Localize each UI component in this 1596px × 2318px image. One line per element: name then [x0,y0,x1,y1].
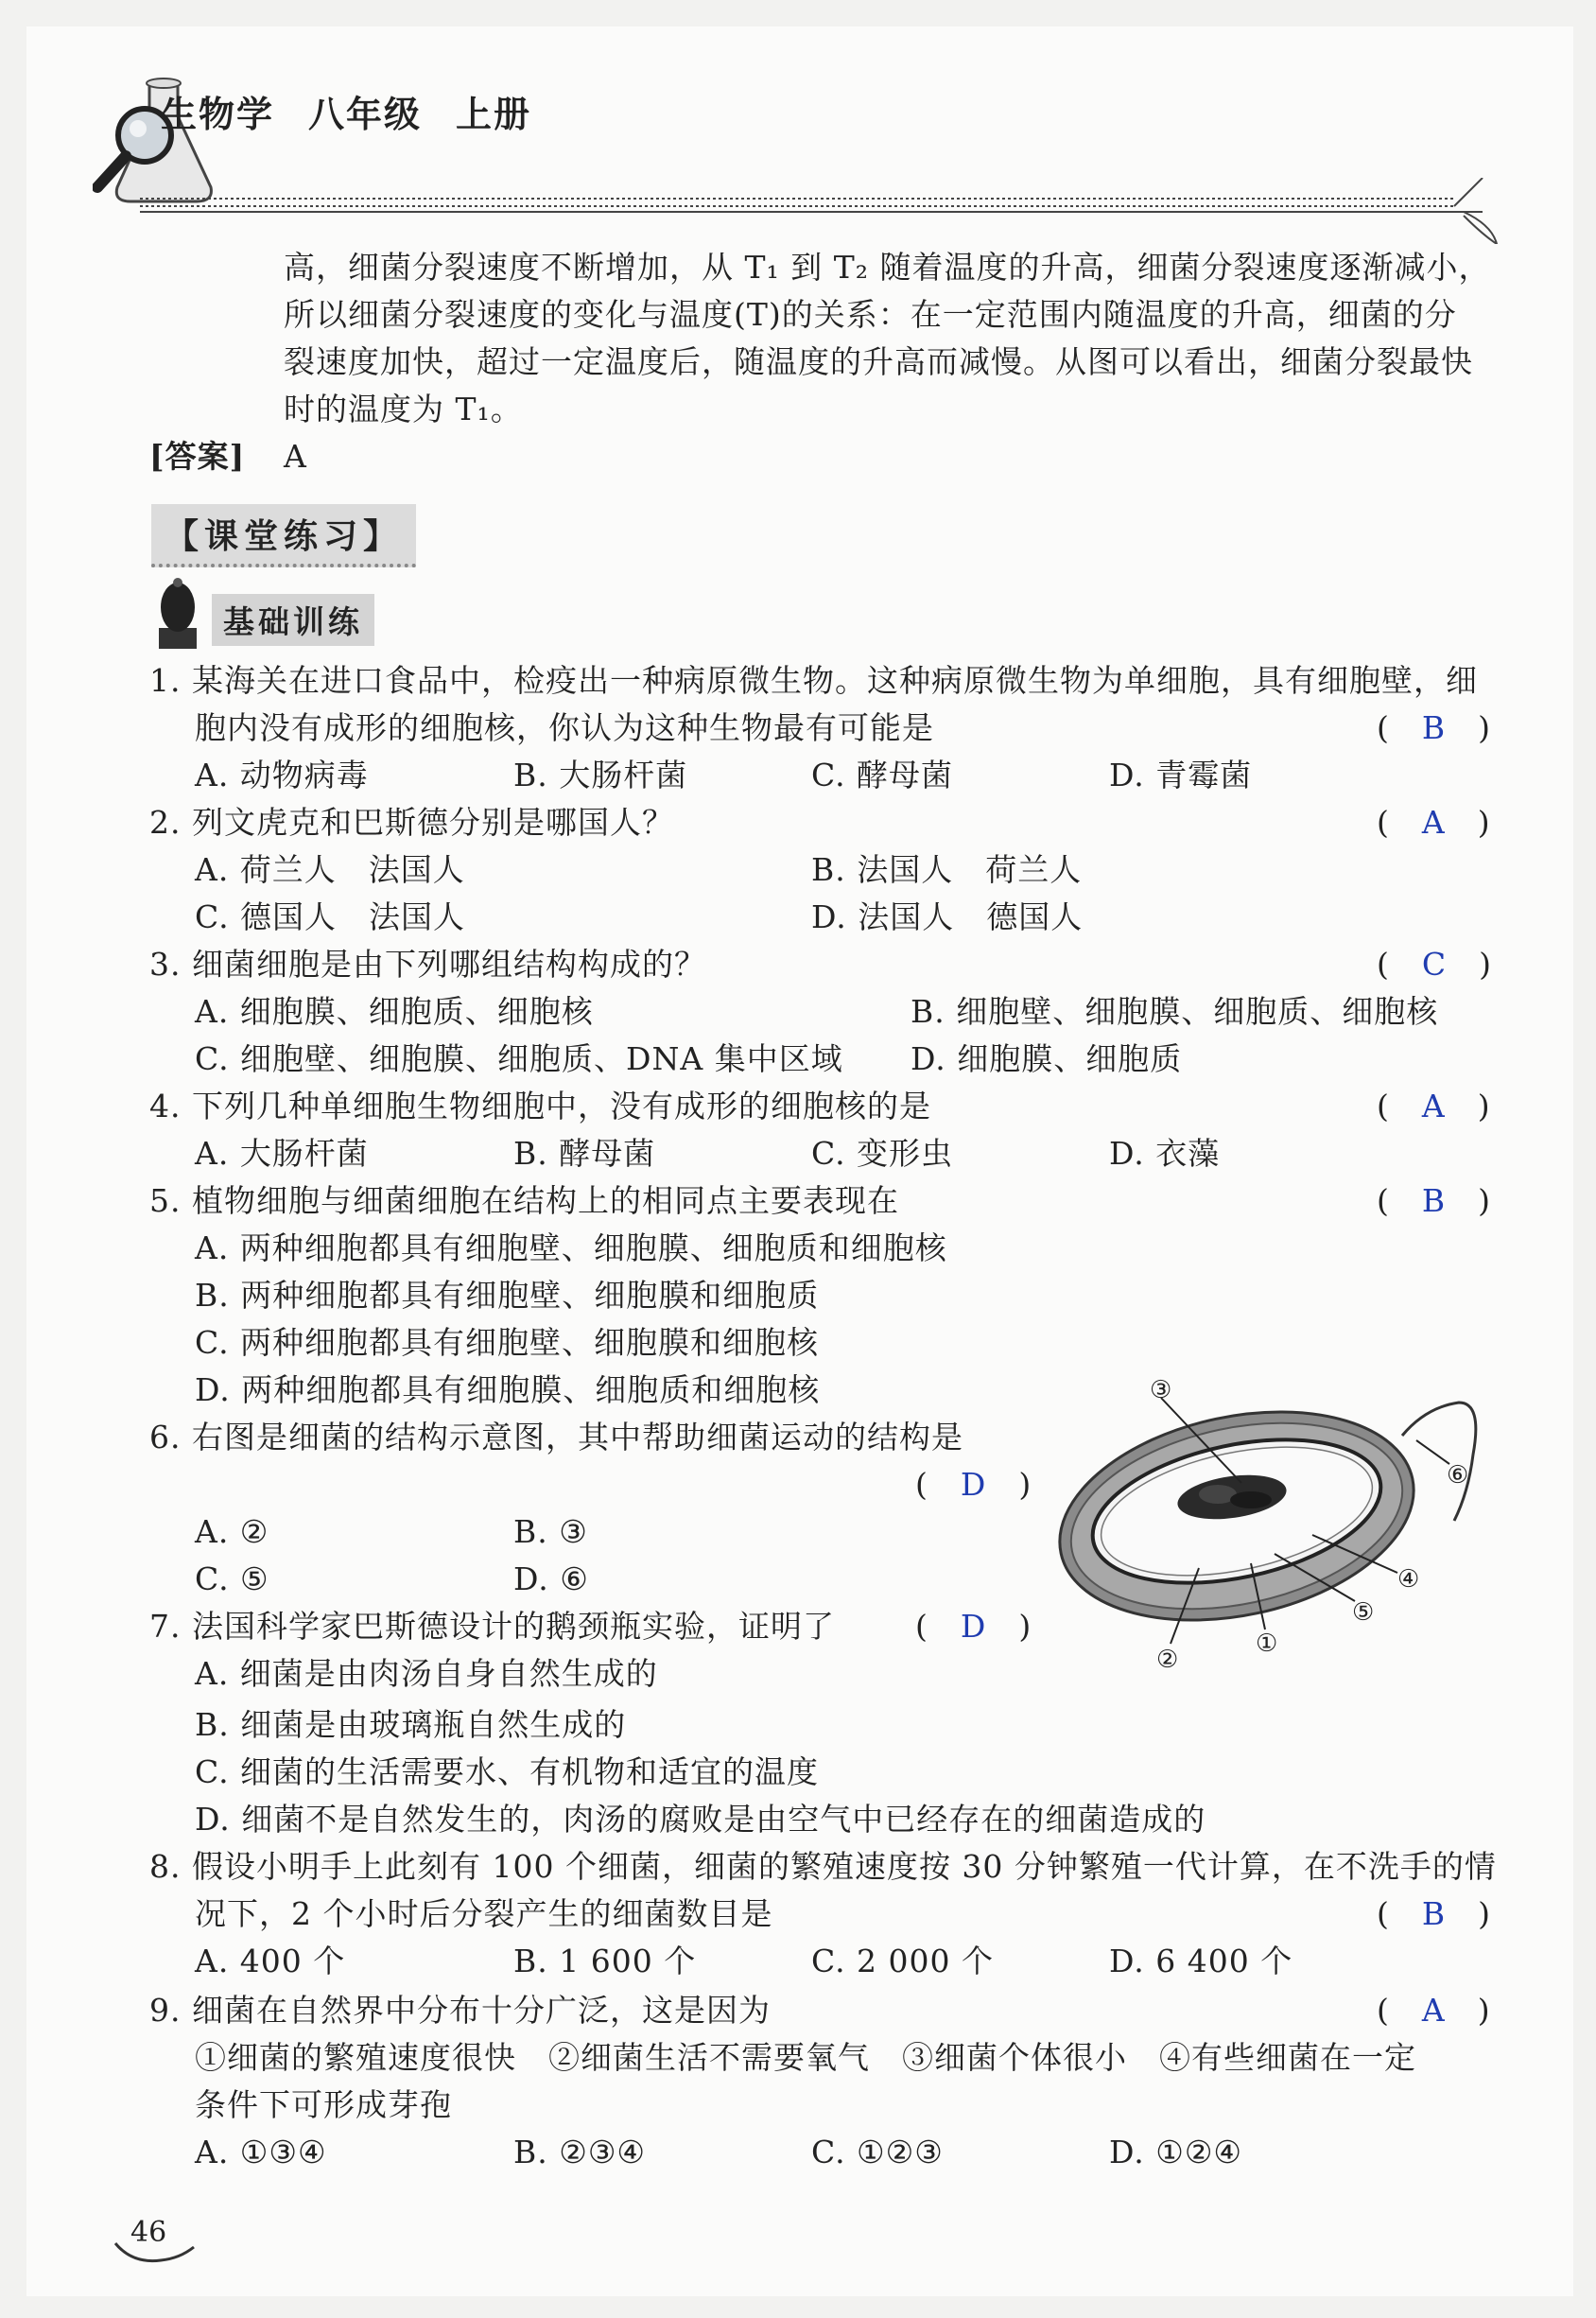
option: A. 荷兰人 法国人 [195,851,465,888]
figure-label: ② [1156,1646,1179,1674]
option: B. 两种细胞都具有细胞壁、细胞膜和细胞质 [195,1277,820,1314]
page-number-swoosh [113,2240,199,2268]
answer-paren: ( B ) [1377,1182,1492,1219]
answer-letter: B [1421,1182,1447,1219]
option: D. 衣藻 [1109,1135,1221,1172]
option: D. 6 400 个 [1109,1943,1293,1979]
option: C. 细菌的生活需要水、有机物和适宜的温度 [195,1753,820,1790]
option: B. 大肠杆菌 [513,757,688,793]
question-stem: 条件下可形成芽孢 [195,2086,452,2123]
option: C. 2 000 个 [811,1943,995,1979]
intro-line: 裂速度加快，超过一定温度后，随温度的升高而减慢。从图可以看出，细菌分裂最快 [284,343,1473,380]
page [26,26,1573,2296]
figure-label: ⑤ [1352,1598,1375,1627]
answer-paren: ( B ) [1377,709,1492,746]
option: B. 1 600 个 [513,1943,697,1979]
bacterium-body [1040,1382,1432,1650]
answer-letter: A [1421,1992,1446,2029]
answer-letter: D [960,1466,987,1503]
header-grade: 八年级 [308,94,423,135]
answer-label: [答案] [149,438,246,475]
answer-letter: A [1421,1088,1446,1124]
option: C. ①②③ [811,2134,944,2170]
option: D. 细菌不是自然发生的，肉汤的腐败是由空气中已经存在的细菌造成的 [195,1801,1206,1838]
figure-label: ⑥ [1447,1461,1469,1490]
question-stem: 9. 细菌在自然界中分布十分广泛，这是因为 [149,1992,771,2029]
header-volume: 上册 [456,94,532,135]
answer-paren: ( D ) [915,1608,1032,1645]
question-stem: 8. 假设小明手上此刻有 100 个细菌，细菌的繁殖速度按 30 分钟繁殖一代计算，在不洗手的情 [149,1848,1497,1885]
option: D. 青霉菌 [1109,757,1253,793]
subsection-title: 基础训练 [212,594,374,646]
option: D. 两种细胞都具有细胞膜、细胞质和细胞核 [195,1371,821,1408]
option: B. 酵母菌 [513,1135,656,1172]
option: C. 酵母菌 [811,757,954,793]
bacterium-diagram [1038,1369,1511,1700]
option: A. 细菌是由肉汤自身自然生成的 [195,1655,658,1692]
answer-letter: C [1421,946,1448,983]
question-stem: 7. 法国科学家巴斯德设计的鹅颈瓶实验，证明了 [149,1608,835,1645]
option: C. 变形虫 [811,1135,954,1172]
option: A. ①③④ [195,2134,327,2170]
option: D. 法国人 德国人 [811,898,1084,935]
answer-paren: ( A ) [1377,1992,1491,2029]
figure-label: ① [1256,1630,1278,1658]
question-stem: 4. 下列几种单细胞生物细胞中，没有成形的细胞核的是 [149,1088,931,1124]
option: D. ①②④ [1109,2134,1243,2170]
header-subject: 生物学 [161,94,275,135]
figure-label: ③ [1150,1376,1172,1404]
option: B. 法国人 荷兰人 [811,851,1083,888]
question-stem: 2. 列文虎克和巴斯德分别是哪国人？ [149,804,674,841]
answer-letter: B [1421,1895,1447,1932]
figure-label: ④ [1397,1565,1420,1594]
option: A. 两种细胞都具有细胞壁、细胞膜、细胞质和细胞核 [195,1229,947,1266]
option: B. ③ [513,1513,588,1550]
option: A. 大肠杆菌 [195,1135,369,1172]
option: A. 400 个 [195,1943,346,1979]
option: D. ⑥ [513,1560,589,1597]
question-stem: 况下，2 个小时后分裂产生的细菌数目是 [195,1895,773,1932]
option: D. 细胞膜、细胞质 [911,1040,1183,1077]
option: C. 德国人 法国人 [195,898,466,935]
section-title: 【课堂练习】 [151,504,416,567]
question-stem: 5. 植物细胞与细菌细胞在结构上的相同点主要表现在 [149,1182,899,1219]
option: A. 细胞膜、细胞质、细胞核 [195,993,594,1030]
cactus-icon [151,573,203,651]
answer-paren: ( C ) [1377,946,1492,983]
answer-paren: ( A ) [1377,1088,1491,1124]
intro-line: 时的温度为 T₁。 [284,391,523,427]
intro-line: 高，细菌分裂速度不断增加，从 T₁ 到 T₂ 随着温度的升高，细菌分裂速度逐渐减小， [284,249,1491,286]
page-number: 46 [130,2216,167,2249]
answer-value: A [284,438,307,475]
intro-line: 所以细菌分裂速度的变化与温度(T)的关系：在一定范围内随温度的升高，细菌的分 [284,296,1457,333]
option: B. 细菌是由玻璃瓶自然生成的 [195,1706,627,1743]
option: C. ⑤ [195,1560,269,1597]
answer-letter: A [1421,804,1446,841]
answer-paren: ( A ) [1377,804,1491,841]
question-stem: 1. 某海关在进口食品中，检疫出一种病原微生物。这种病原微生物为单细胞，具有细胞壁，细 [149,662,1478,699]
question-stem: 3. 细菌细胞是由下列哪组结构构成的？ [149,946,706,983]
question-stem: ①细菌的繁殖速度很快 ②细菌生活不需要氧气 ③细菌个体很小 ④有些细菌在一定 [195,2039,1416,2076]
option: C. 两种细胞都具有细胞壁、细胞膜和细胞核 [195,1324,820,1361]
option: A. ② [195,1513,269,1550]
option: C. 细胞壁、细胞膜、细胞质、DNA 集中区域 [195,1040,843,1077]
option: A. 动物病毒 [195,757,369,793]
option: B. 细胞壁、细胞膜、细胞质、细胞核 [911,993,1439,1030]
answer-letter: D [960,1608,987,1645]
question-stem: 胞内没有成形的细胞核，你认为这种生物最有可能是 [195,709,934,746]
answer-letter: B [1421,709,1447,746]
option: B. ②③④ [513,2134,646,2170]
answer-paren: ( D ) [915,1466,1032,1503]
header-title [161,85,531,137]
header-rule [140,178,1558,244]
answer-paren: ( B ) [1377,1895,1492,1932]
question-stem: 6. 右图是细菌的结构示意图，其中帮助细菌运动的结构是 [149,1419,963,1455]
